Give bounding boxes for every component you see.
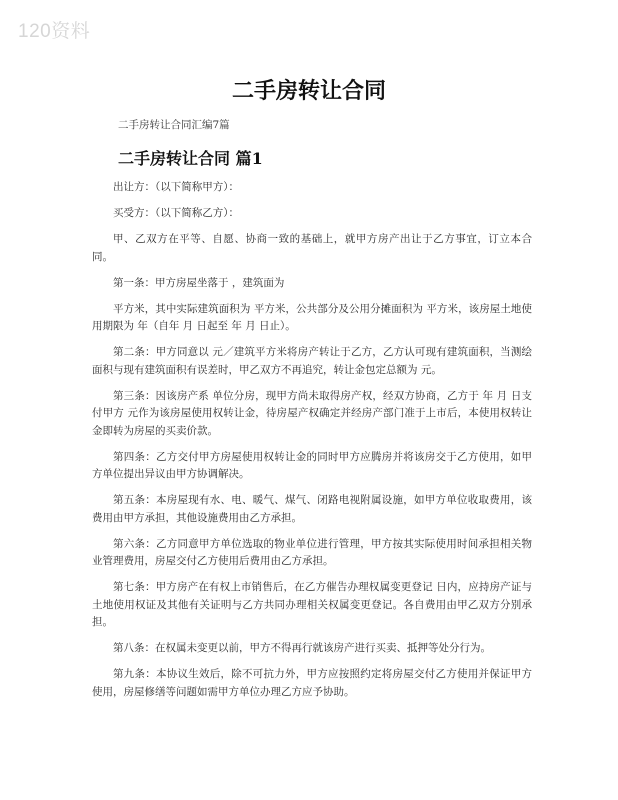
- article-5: 第五条：本房屋现有水、电、暖气、煤气、闭路电视附属设施，如甲方单位收取费用，该费用由甲方承担，其他设施费用由乙方承担。: [92, 494, 532, 524]
- article-4: 第四条：乙方交付甲方房屋使用权转让金的同时甲方应腾房并将该房交于乙方使用，如甲方单位提出异议由甲方协调解决。: [92, 450, 532, 480]
- article-9: 第九条：本协议生效后，除不可抗力外，甲方应按照约定将房屋交付乙方使用并保证甲方使用，房屋修缮等问题如需甲方单位办理乙方应予协助。: [92, 668, 532, 698]
- article-8: 第八条：在权属未变更以前，甲方不得再行就该房产进行买卖、抵押等处分行为。: [113, 642, 491, 654]
- document-subtitle: 二手房转让合同汇编7篇: [118, 119, 230, 131]
- article-3: 第三条：因该房产系 单位分房，现甲方尚未取得房产权，经双方协商，乙方于 年 月 日支付甲方 元作为该房屋使用权转让金，待房屋产权确定并经房产部门准于上市后，本使用权转让金即转为房屋的买卖价款。: [92, 389, 532, 437]
- section-heading: 二手房转让合同 篇1: [118, 149, 263, 168]
- article-7: 第七条：甲方房产在有权上市销售后，在乙方催告办理权属变更登记 日内，应持房产证与土地使用权证及其他有关证明与乙方共同办理相关权属变更登记。各自费用由甲乙双方分别承担。: [92, 581, 532, 628]
- article-6: 第六条：乙方同意甲方单位选取的物业单位进行管理，甲方按其实际使用时间承担相关物业管理费用，房屋交付乙方使用后费用由乙方承担。: [92, 537, 532, 567]
- article-2: 第二条：甲方同意以 元／建筑平方米将房产转让于乙方，乙方认可现有建筑面积，当测绘面积与现有建筑面积有误差时，甲乙双方不再追究，转让金包定总额为 元。: [92, 346, 532, 376]
- party-b-line: 买受方：（以下简称乙方）：: [113, 207, 239, 219]
- document-title: 二手房转让合同: [231, 78, 386, 104]
- document-body: [92, 179, 532, 710]
- preamble-paragraph: 甲、乙双方在平等、自愿、协商一致的基础上，就甲方房产出让于乙方事宜，订立本合同。: [92, 233, 532, 263]
- article-1: 第一条：甲方房屋坐落于 ，建筑面为: [113, 276, 285, 289]
- article-1-continued: 平方米，其中实际建筑面积为 平方米，公共部分及公用分摊面积为 平方米，该房屋土地使用期限为 年（自年 月 日起至 年 月 日止）。: [92, 302, 532, 332]
- watermark-logo: 120资料: [18, 21, 91, 42]
- party-a-line: 出让方：（以下简称甲方）：: [113, 181, 239, 193]
